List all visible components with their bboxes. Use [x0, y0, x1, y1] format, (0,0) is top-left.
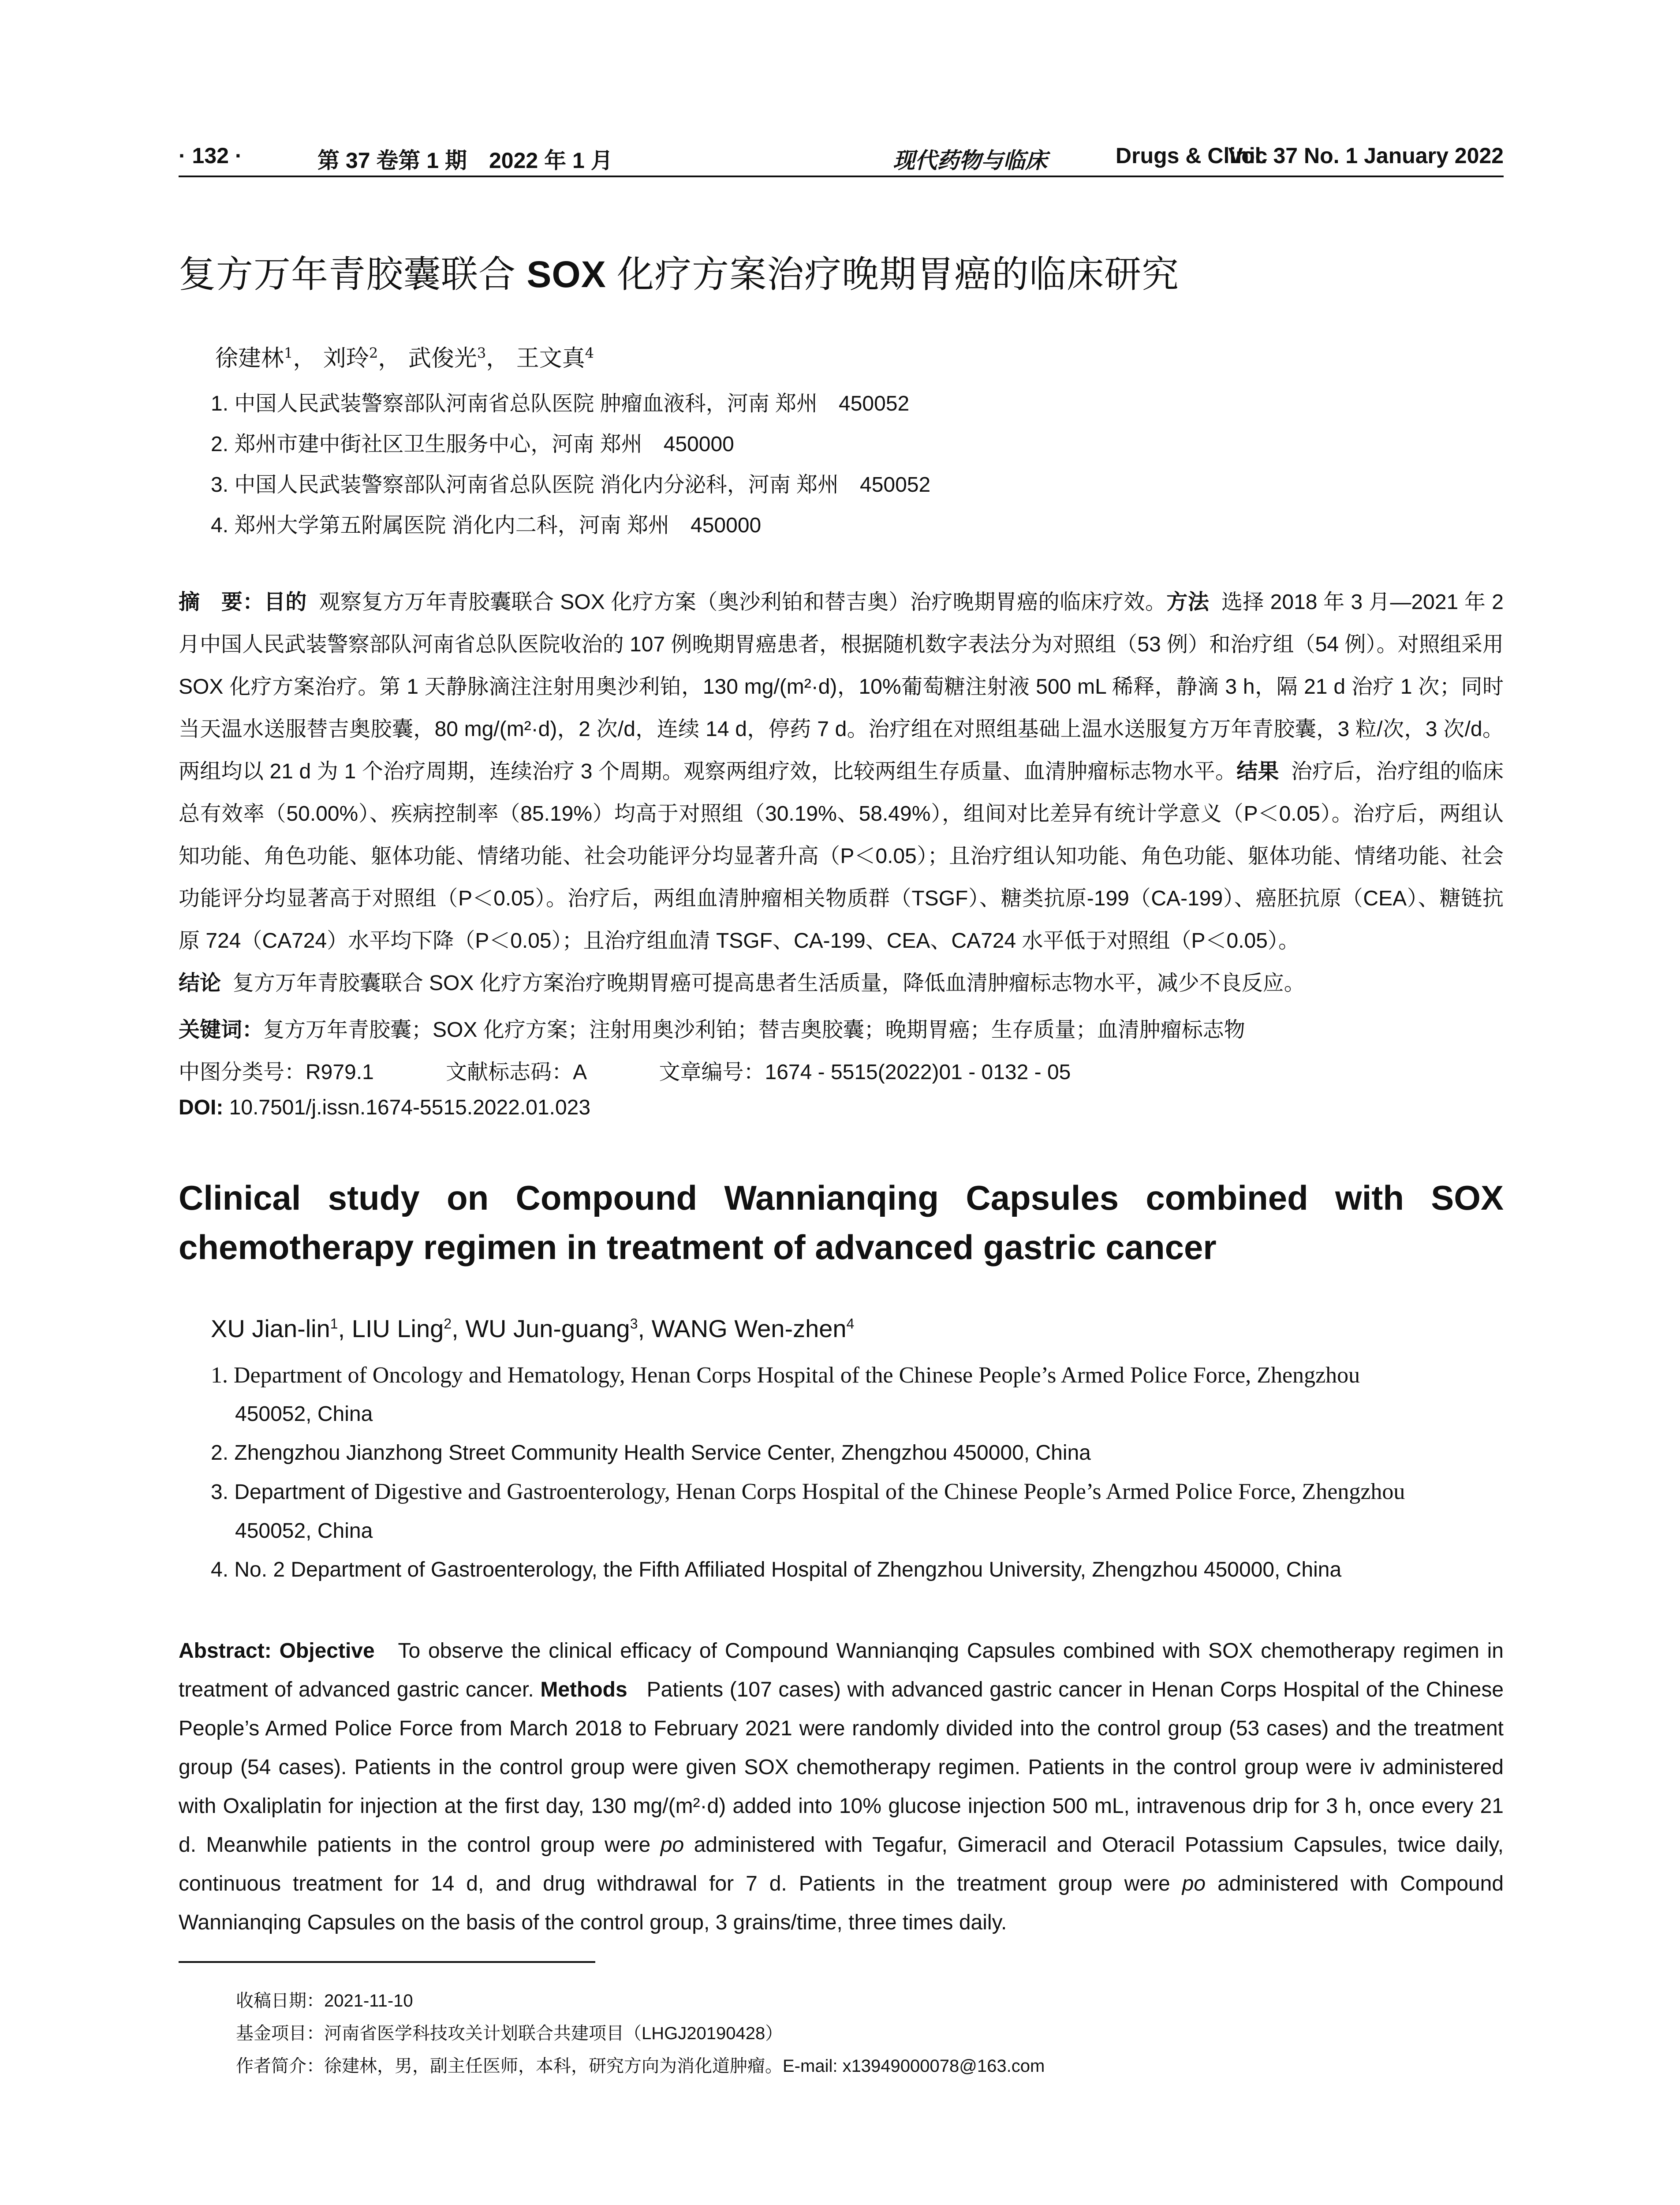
article-number: 文章编号：1674 - 5515(2022)01 - 0132 - 05 — [659, 1061, 1071, 1084]
en-affiliation-1: 1. Department of Oncology and Hematology, Henan Corps Hospital of the Chinese People’s Armed Police Force, Zhengzhou — [211, 1363, 1360, 1388]
journal-name-en: Drugs & Clinic — [1116, 143, 1268, 168]
journal-name-cn: 现代药物与临床 — [893, 147, 1047, 173]
doi: DOI: 10.7501/j.issn.1674-5515.2022.01.023 — [179, 1096, 591, 1119]
affiliation-2: 2. 郑州市建中街社区卫生服务中心，河南 郑州 450000 — [211, 433, 734, 456]
running-header — [179, 140, 1504, 177]
english-abstract: Abstract: Objective To observe the clinical efficacy of Compound Wannianqing Capsules combined with SOX chemotherapy regimen in treatment of advanced gastric cancer. Methods Patients (107 cases) with advanced gastric cancer in Henan Corps Hospital of the Chinese People’s Armed Police Force from March 2018 to February 2021 were randomly divided into the control group (53 cases) and the treatment group (54 cases). Patients in the control group were given SOX chemotherapy regimen. Patients in the control group were iv administered with Oxaliplatin for injection at the first day, 130 mg/(m²·d) added into 10% glucose injection 500 mL, intravenous drip for 3 h, once every 21 d. Meanwhile patients in the control group were po administered with Tegafur, Gimeracil and Oteracil Potassium Capsules, twice daily, continuous treatment for 14 d, and drug withdrawal for 7 d. Patients in the treatment group were po administered with Compound Wannianqing Capsules on the basis of the control group, 3 grains/time, three times daily. — [179, 1639, 1504, 1934]
chinese-abstract: 摘 要：目的 观察复方万年青胶囊联合 SOX 化疗方案（奥沙利铂和替吉奥）治疗晚期胃癌的临床疗效。方法 选择 2018 年 3 月—2021 年 2 月中国人民武装警察部队河南省总队医院收治的 107 例晚期胃癌患者，根据随机数字表法分为对照组（53 例）和治疗组（54 例）。对照组采用 SOX 化疗方案治疗。第 1 天静脉滴注注射用奥沙利铂，130 mg/(m²·d)，10%葡萄糖注射液 500 mL 稀释，静滴 3 h，隔 21 d 治疗 1 次；同时当天温水送服替吉奥胶囊，80 mg/(m²·d)，2 次/d，连续 14 d，停药 7 d。治疗组在对照组基础上温水送服复方万年青胶囊，3 粒/次，3 次/d。两组均以 21 d 为 1 个治疗周期，连续治疗 3 个周期。观察两组疗效，比较两组生存质量、血清肿瘤标志物水平。结果 治疗后，治疗组的临床总有效率（50.00%）、疾病控制率（85.19%）均高于对照组（30.19%、58.49%），组间对比差异有统计学意义（P＜0.05）。治疗后，两组认知功能、角色功能、躯体功能、情绪功能、社会功能评分均显著升高（P＜0.05）；且治疗组认知功能、角色功能、躯体功能、情绪功能、社会功能评分均显著高于对照组（P＜0.05）。治疗后，两组血清肿瘤相关物质群（TSGF）、糖类抗原-199（CA-199）、癌胚抗原（CEA）、糖链抗原 724（CA724）水平均下降（P＜0.05）；且治疗组血清 TSGF、CA-199、CEA、CA724 水平低于对照组（P＜0.05）。 结论 复方万年青胶囊联合 SOX 化疗方案治疗晚期胃癌可提高患者生活质量，降低血清肿瘤标志物水平，减少不良反应。 — [179, 590, 1504, 995]
en-affiliation-3: 3. Department of Digestive and Gastroenterology, Henan Corps Hospital of the Chinese People’s Armed Police Force, Zhengzhou — [211, 1479, 1405, 1504]
chinese-affiliations — [211, 384, 930, 546]
affiliation-3: 3. 中国人民武装警察部队河南省总队医院 消化内分泌科，河南 郑州 450052 — [211, 473, 931, 497]
affiliation-1: 1. 中国人民武装警察部队河南省总队医院 肿瘤血液科，河南 郑州 450052 — [211, 392, 910, 415]
english-affiliations: 1. Department of Oncology and Hematology, Henan Corps Hospital of the Chinese People’s Armed Police Force, Zhengzhou 450052, China 2. Zhengzhou Jianzhong Street Community Health Service Center, Zhengzhou 450000, China 3. Department of Digestive and Gastroenterology, Henan Corps Hospital of the Chinese People’s Armed Police Force, Zhengzhou 450052, China 4. No. 2 Department of Gastroenterology, the Fifth Affiliated Hospital of Zhengzhou University, Zhengzhou 450000, China — [211, 1356, 1504, 1589]
affiliation-4: 4. 郑州大学第五附属医院 消化内二科，河南 郑州 450000 — [211, 514, 762, 537]
volume-info-en: Vol. 37 No. 1 January 2022 — [1228, 143, 1504, 168]
en-affiliation-4: 4. No. 2 Department of Gastroenterology, the Fifth Affiliated Hospital of Zhengzhou University, Zhengzhou 450000, China — [211, 1558, 1342, 1581]
issue-info: 第 37 卷第 1 期 2022 年 1 月 — [317, 148, 613, 173]
footnote-divider — [179, 1961, 595, 1963]
doi-link[interactable]: 10.7501/j.issn.1674-5515.2022.01.023 — [229, 1096, 591, 1119]
english-title: Clinical study on Compound Wannianqing Capsules combined with SOX chemotherapy regimen in treatment of advanced gastric cancer — [179, 1178, 1504, 1267]
classification-info — [179, 1055, 1137, 1085]
fund-info: 基金项目：河南省医学科技攻关计划联合共建项目（LHGJ20190428） — [236, 2024, 783, 2043]
chinese-title: 复方万年青胶囊联合 SOX 化疗方案治疗晚期胃癌的临床研究 — [179, 254, 1180, 295]
chinese-keywords: 关键词：复方万年青胶囊；SOX 化疗方案；注射用奥沙利铂；替吉奥胶囊；晚期胃癌；生存质量；血清肿瘤标志物 — [179, 1018, 1245, 1042]
document-code: 文献标志码：A — [446, 1061, 587, 1084]
page-number: · 132 · — [179, 143, 243, 168]
chinese-authors: 徐建林$^1$， 刘玲$^2$， 武俊光$^3$， 王文真$^4$ — [215, 344, 594, 372]
clc-number: 中图分类号：R979.1 — [179, 1061, 374, 1084]
en-affiliation-2: 2. Zhengzhou Jianzhong Street Community Health Service Center, Zhengzhou 450000, China — [211, 1441, 1091, 1465]
english-authors: XU Jian-lin$^1$, LIU Ling$^2$, WU Jun-guang$^3$, WANG Wen-zhen$^4$ — [211, 1315, 855, 1342]
author-bio: 作者简介：徐建林，男，副主任医师，本科，研究方向为消化道肿瘤。E-mail: x13949000078@163.com — [236, 2056, 1045, 2076]
footnotes — [236, 1984, 1045, 2082]
received-date: 收稿日期：2021-11-10 — [236, 1991, 413, 2011]
